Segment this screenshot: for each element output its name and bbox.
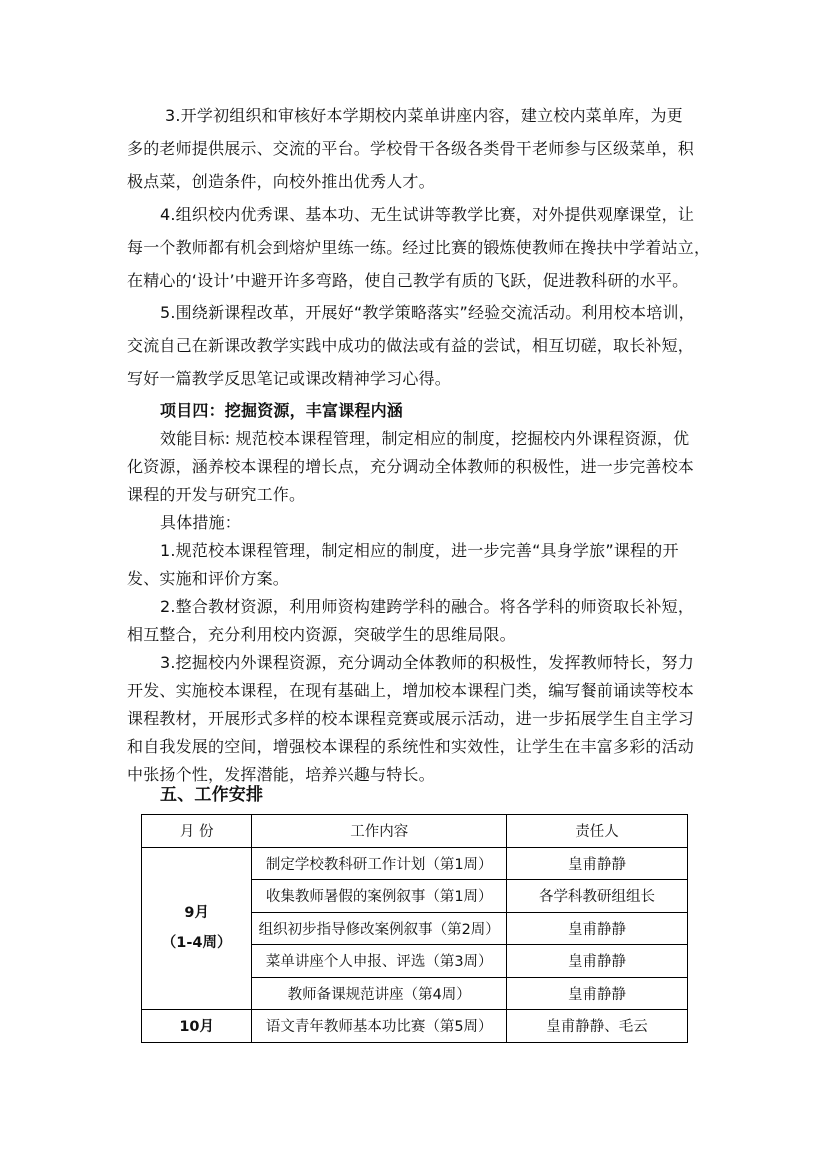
- paragraph-5-line-1: 5.围绕新课程改革，开展好“教学策略落实”经验交流活动。利用校本培训，: [160, 303, 695, 322]
- section-heading-5: 五、工作安排: [160, 785, 264, 805]
- goal-line-2: 化资源，涵养校本课程的增长点，充分调动全体教师的积极性，进一步完善校本: [127, 457, 695, 476]
- header-work-content: 工作内容: [252, 815, 507, 848]
- measures-label: 具体措施：: [160, 513, 242, 532]
- measure-3-line-4: 和自我发展的空间，增强校本课程的系统性和实效性，让学生在丰富多彩的活动: [127, 737, 695, 756]
- work-schedule-table: [141, 814, 688, 1043]
- measure-3-line-1: 3.挖掘校内外课程资源，充分调动全体教师的积极性，发挥教师特长，努力: [160, 653, 695, 672]
- month-cell-september: [142, 847, 252, 1010]
- paragraph-4-line-1: 4.组织校内优秀课、基本功、无生试讲等教学比赛，对外提供观摩课堂，让: [160, 205, 695, 224]
- table-row: [142, 1010, 688, 1043]
- header-responsible: 责任人: [507, 815, 688, 848]
- measure-3-line-5: 中张扬个性，发挥潜能，培养兴趣与特长。: [127, 765, 435, 784]
- measure-1-line-1: 1.规范校本课程管理，制定相应的制度，进一步完善“具身学旅”课程的开: [160, 541, 679, 560]
- owner-cell: 皇甫静静: [507, 847, 688, 880]
- measure-1-line-2: 发、实施和评价方案。: [127, 569, 290, 588]
- header-month: 月 份: [142, 815, 252, 848]
- paragraph-4-line-2: 每一个教师都有机会到熔炉里练一练。经过比赛的锻炼使教师在搀扶中学着站立，: [127, 238, 711, 257]
- owner-cell: 皇甫静静: [507, 912, 688, 945]
- section-heading-project-4: 项目四：挖掘资源，丰富课程内涵: [160, 401, 404, 420]
- goal-line-1: 效能目标: 规范校本课程管理，制定相应的制度，挖掘校内外课程资源，优: [160, 429, 690, 448]
- work-cell: 菜单讲座个人申报、评选（第3周）: [252, 945, 507, 978]
- work-cell: 制定学校教科研工作计划（第1周）: [252, 847, 507, 880]
- work-cell: 组织初步指导修改案例叙事（第2周）: [252, 912, 507, 945]
- measure-2-line-2: 相互整合，充分利用校内资源，突破学生的思维局限。: [127, 625, 516, 644]
- owner-cell: 皇甫静静: [507, 945, 688, 978]
- measure-3-line-3: 课程教材，开展形式多样的校本课程竞赛或展示活动，进一步拓展学生自主学习: [127, 709, 695, 728]
- owner-cell: 皇甫静静、毛云: [507, 1010, 688, 1043]
- measure-3-line-2: 开发、实施校本课程，在现有基础上，增加校本课程门类，编写餐前诵读等校本: [127, 681, 695, 700]
- goal-line-3: 课程的开发与研究工作。: [127, 485, 306, 504]
- work-cell: 收集教师暑假的案例叙事（第1周）: [252, 880, 507, 913]
- paragraph-4-line-3: 在精心的‘设计’中避开许多弯路，使自己教学有质的飞跃，促进教科研的水平。: [127, 271, 689, 290]
- work-cell: 教师备课规范讲座（第4周）: [252, 977, 507, 1010]
- table-row: [142, 847, 688, 880]
- paragraph-5-line-2: 交流自己在新课改教学实践中成功的做法或有益的尝试，相互切磋，取长补短，: [127, 336, 695, 355]
- paragraph-3-line-2: 多的老师提供展示、交流的平台。学校骨干各级各类骨干老师参与区级菜单，积: [127, 139, 695, 158]
- paragraph-3-line-3: 极点菜，创造条件，向校外推出优秀人才。: [127, 172, 435, 191]
- paragraph-3-line-1: 3.开学初组织和审核好本学期校内菜单讲座内容，建立校内菜单库，为更: [165, 106, 683, 125]
- month-cell-october: 10月: [142, 1010, 252, 1043]
- work-cell: 语文青年教师基本功比赛（第5周）: [252, 1010, 507, 1043]
- measure-2-line-1: 2.整合教材资源，利用师资构建跨学科的融合。将各学科的师资取长补短，: [160, 597, 695, 616]
- owner-cell: 各学科教研组组长: [507, 880, 688, 913]
- table-header-row: [142, 815, 688, 848]
- paragraph-5-line-3: 写好一篇教学反思笔记或课改精神学习心得。: [127, 369, 452, 388]
- week-range-label: （1-4周）: [161, 935, 232, 952]
- owner-cell: 皇甫静静: [507, 977, 688, 1010]
- month-label: 9月: [184, 905, 209, 922]
